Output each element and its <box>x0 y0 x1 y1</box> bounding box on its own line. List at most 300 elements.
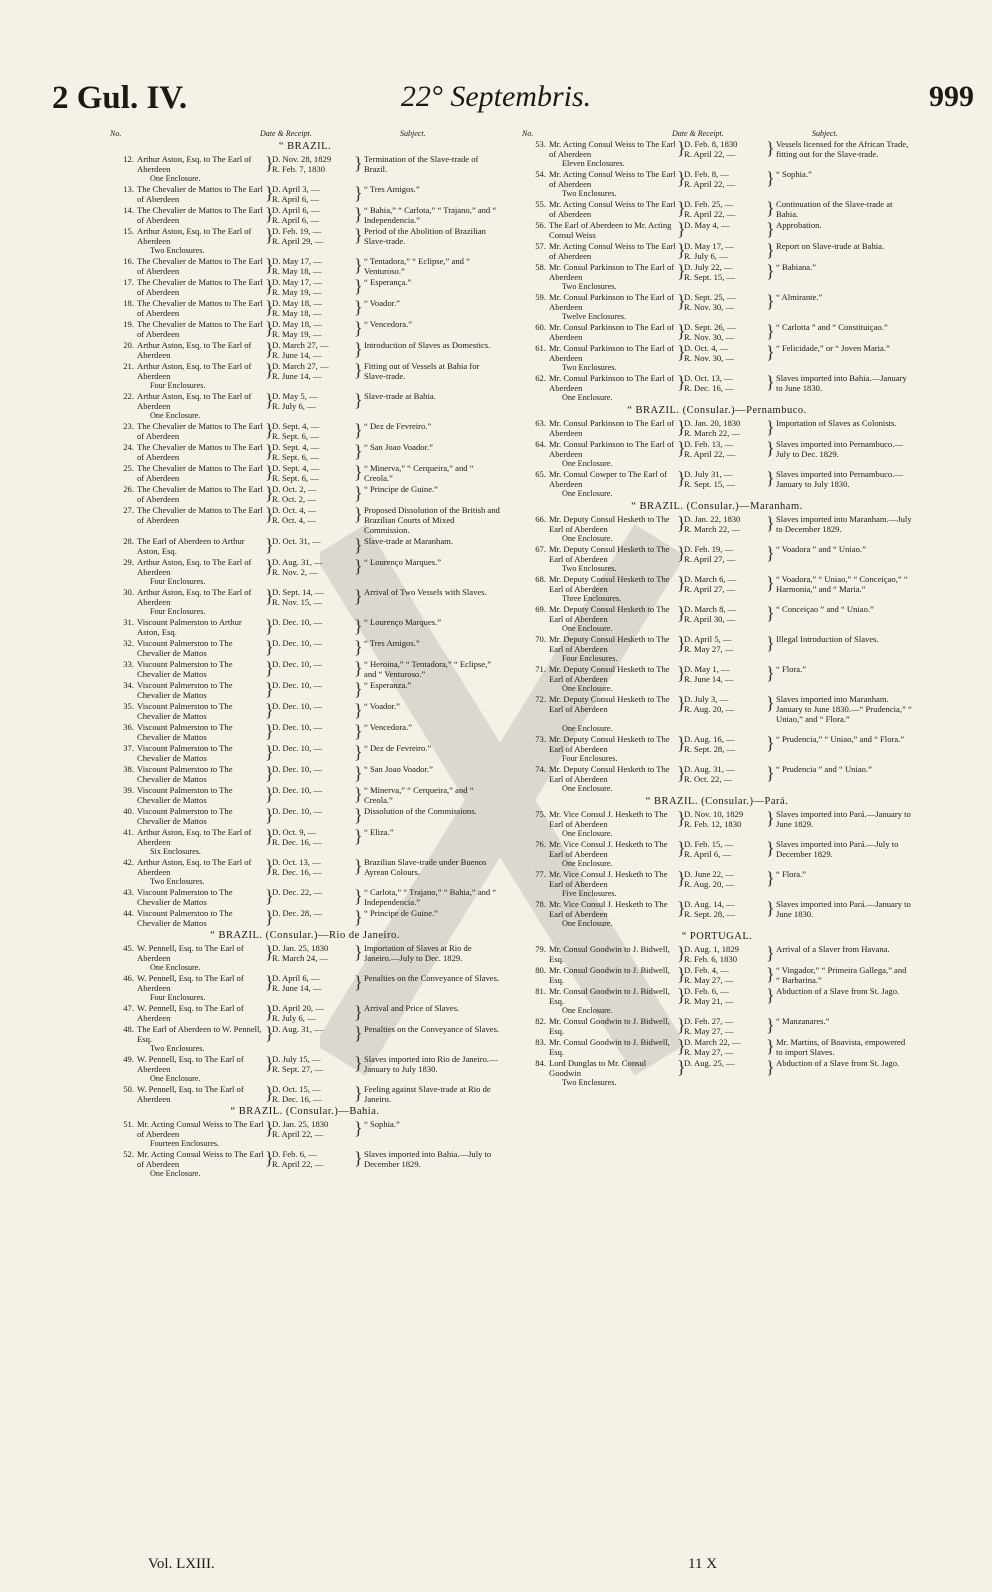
entry-dates: D. Feb. 25, — R. April 22, — <box>684 199 736 219</box>
brace-mark: } <box>354 504 363 524</box>
brace-mark: } <box>354 721 363 741</box>
brace-mark: } <box>265 225 274 245</box>
correspondence-entry <box>110 1024 500 1044</box>
brace-mark: } <box>354 153 363 173</box>
entry-number: 44. <box>123 908 134 918</box>
entry-subject: “ Vencedora.” <box>364 722 413 732</box>
correspondence-entry <box>110 785 500 805</box>
correspondence-entry <box>522 839 912 859</box>
entry-correspondents: W. Pennell, Esq. to The Earl of Aberdeen <box>137 1054 244 1074</box>
entry-correspondents: Mr. Vice Consul J. Hesketh to The Earl of Aberdeen <box>549 899 668 919</box>
section-heading: “ BRAZIL. (Consular.)—Bahia. <box>230 1106 380 1117</box>
entry-enclosures: Two Enclosures. <box>562 282 617 291</box>
entry-correspondents: The Chevalier de Mattos to The Earl of Aberdeen <box>137 298 263 318</box>
brace-mark: } <box>766 240 775 260</box>
entry-dates: D. April 6, — R. April 6, — <box>272 205 320 225</box>
brace-mark: } <box>677 240 686 260</box>
brace-mark: } <box>265 204 274 224</box>
brace-mark: } <box>766 1057 775 1077</box>
entry-dates: D. Feb. 8, 1830 R. April 22, — <box>684 139 738 159</box>
entry-enclosures: Two Enclosures. <box>562 189 617 198</box>
entry-dates: D. Sept. 25, — R. Nov. 30, — <box>684 292 736 312</box>
brace-mark: } <box>354 441 363 461</box>
entry-number: 28. <box>123 536 134 546</box>
entry-subject: “ Principe de Guine.” <box>364 908 438 918</box>
entry-number: 54. <box>535 169 546 179</box>
brace-mark: } <box>677 372 686 392</box>
page-date-title: 22° Septembris. <box>400 80 592 113</box>
page-header <box>0 0 992 130</box>
entry-subject: “ Voador.” <box>364 298 400 308</box>
brace-mark: } <box>354 616 363 636</box>
brace-mark: } <box>265 856 274 876</box>
entry-subject: “ Sophia.” <box>776 169 812 179</box>
entry-dates: D. Oct. 9, — R. Dec. 16, — <box>272 827 322 847</box>
entry-subject: Slave-trade at Maranham. <box>364 536 454 546</box>
entry-number: 69. <box>535 604 546 614</box>
entry-number: 35. <box>123 701 134 711</box>
entry-correspondents: Arthur Aston, Esq. to The Earl of Aberdeen <box>137 557 252 577</box>
entry-subject: “ Carlota,” “ Trajano,” “ Bahia,” and “ Independencia.” <box>364 887 497 907</box>
correspondence-entry <box>110 421 500 441</box>
entry-number: 53. <box>535 139 546 149</box>
entry-correspondents: The Earl of Aberdeen to Arthur Aston, Esq. <box>137 536 245 556</box>
entry-subject: “ Tentadora,” “ Eclipse,” and “ Venturoso.” <box>364 256 470 276</box>
entry-subject: “ Conceiçao ” and “ Uniao.” <box>776 604 874 614</box>
entry-number: 17. <box>123 277 134 287</box>
correspondence-entry <box>110 536 500 556</box>
entry-correspondents: Mr. Deputy Consul Hesketh to The Earl of Aberdeen <box>549 544 670 564</box>
entry-enclosures: Two Enclosures. <box>562 363 617 372</box>
entry-dates: D. Dec. 10, — <box>272 785 323 795</box>
entry-subject: “ Tres Amigos.” <box>364 638 420 648</box>
entry-enclosures: One Enclosure. <box>562 784 613 793</box>
entry-number: 16. <box>123 256 134 266</box>
entry-subject: Slaves imported into Pará.—January to June 1830. <box>776 899 911 919</box>
entry-subject: Importation of Slaves as Colonists. <box>776 418 897 428</box>
entry-correspondents: Mr. Acting Consul Weiss to The Earl of Aberdeen <box>549 199 676 219</box>
entry-correspondents: Viscount Palmerston to The Chevalier de Mattos <box>137 743 233 763</box>
entry-dates: D. Oct. 2, — R. Oct. 2, — <box>272 484 317 504</box>
entry-dates: D. Dec. 10, — <box>272 764 323 774</box>
brace-mark: } <box>354 255 363 275</box>
brace-mark: } <box>354 535 363 555</box>
entry-subject: “ Voadora,” “ Uniao,” “ Conceiçao,” “ Harmonia,” and “ Maria.” <box>776 574 908 594</box>
entry-enclosures: One Enclosure. <box>562 724 613 733</box>
brace-mark: } <box>766 663 775 683</box>
entry-correspondents: Viscount Palmerston to The Chevalier de Mattos <box>137 806 233 826</box>
entry-correspondents: Mr. Consul Parkinson to The Earl of Aberdeen <box>549 418 675 438</box>
entry-dates: D. Sept. 14, — R. Nov. 15, — <box>272 587 324 607</box>
brace-mark: } <box>354 462 363 482</box>
brace-mark: } <box>766 763 775 783</box>
brace-mark: } <box>265 637 274 657</box>
entry-number: 52. <box>123 1149 134 1159</box>
correspondence-entry <box>110 701 500 721</box>
entry-enclosures: Four Enclosures. <box>150 607 206 616</box>
brace-mark: } <box>677 663 686 683</box>
entry-dates: D. March 6, — R. April 27, — <box>684 574 737 594</box>
entry-number: 84. <box>535 1058 546 1068</box>
entry-dates: D. Jan. 20, 1830 R. March 22, — <box>684 418 741 438</box>
brace-mark: } <box>677 219 686 239</box>
correspondence-entry <box>110 463 500 483</box>
brace-mark: } <box>677 543 686 563</box>
entry-enclosures: Four Enclosures. <box>562 754 618 763</box>
entry-dates: D. Nov. 28, 1829 R. Feb. 7, 1830 <box>272 154 332 174</box>
correspondence-entry <box>522 986 912 1006</box>
entry-enclosures: Fourteen Enclosures. <box>150 1139 220 1148</box>
brace-mark: } <box>677 321 686 341</box>
brace-mark: } <box>265 763 274 783</box>
entry-dates: D. July 31, — R. Sept. 15, — <box>684 469 736 489</box>
brace-mark: } <box>354 886 363 906</box>
brace-mark: } <box>766 138 775 158</box>
column-header-no: No. <box>522 129 534 138</box>
brace-mark: } <box>354 225 363 245</box>
correspondence-entry <box>110 1054 500 1074</box>
brace-mark: } <box>265 942 274 962</box>
brace-mark: } <box>766 168 775 188</box>
brace-mark: } <box>766 261 775 281</box>
entry-dates: D. April 6, — R. June 14, — <box>272 973 322 993</box>
entry-dates: D. Sept. 4, — R. Sept. 6, — <box>272 421 320 441</box>
entry-subject: Slaves imported into Bahia.—January to June 1830. <box>776 373 907 393</box>
entry-dates: D. May 1, — R. June 14, — <box>684 664 734 684</box>
entry-enclosures: One Enclosure. <box>562 534 613 543</box>
brace-mark: } <box>354 1148 363 1168</box>
brace-mark: } <box>677 198 686 218</box>
entry-number: 62. <box>535 373 546 383</box>
correspondence-entry <box>110 827 500 847</box>
brace-mark: } <box>354 679 363 699</box>
entry-correspondents: Viscount Palmerston to The Chevalier de Mattos <box>137 638 233 658</box>
entry-enclosures: One Enclosure. <box>562 859 613 868</box>
entry-dates: D. Feb. 19, — R. April 27, — <box>684 544 736 564</box>
entry-correspondents: Mr. Acting Consul Weiss to The Earl of Aberdeen <box>549 139 676 159</box>
entry-enclosures: One Enclosure. <box>150 1169 201 1178</box>
entry-dates: D. May 18, — R. May 19, — <box>272 319 322 339</box>
entry-correspondents: Mr. Deputy Consul Hesketh to The Earl of Aberdeen <box>549 514 670 534</box>
entry-subject: “ Eliza.” <box>364 827 394 837</box>
entry-subject: Arrival of Two Vessels with Slaves. <box>364 587 487 597</box>
brace-mark: } <box>354 276 363 296</box>
entry-correspondents: Mr. Consul Parkinson to The Earl of Aberdeen <box>549 292 675 312</box>
entry-number: 48. <box>123 1024 134 1034</box>
entry-dates: D. April 3, — R. April 6, — <box>272 184 320 204</box>
brace-mark: } <box>766 198 775 218</box>
entry-enclosures: Two Enclosures. <box>150 246 205 255</box>
entry-dates: D. Feb. 13, — R. April 22, — <box>684 439 736 459</box>
brace-mark: } <box>354 1053 363 1073</box>
entry-correspondents: Mr. Consul Parkinson to The Earl of Aberdeen <box>549 343 675 363</box>
entry-enclosures: Four Enclosures. <box>150 993 206 1002</box>
entry-correspondents: Mr. Consul Parkinson to The Earl of Aberdeen <box>549 373 675 393</box>
brace-mark: } <box>677 468 686 488</box>
brace-mark: } <box>354 339 363 359</box>
brace-mark: } <box>677 733 686 753</box>
brace-mark: } <box>766 543 775 563</box>
correspondence-entry <box>110 319 500 339</box>
column-header-date: Date & Receipt. <box>260 129 312 138</box>
entry-correspondents: W. Pennell, Esq. to The Earl of Aberdeen <box>137 973 244 993</box>
brace-mark: } <box>766 943 775 963</box>
entry-subject: Brazilian Slave-trade under Buenos Ayrean Colours. <box>364 857 487 877</box>
entry-dates: D. July 3, — R. Aug. 20, — <box>684 694 735 714</box>
entry-dates: D. March 22, — R. May 27, — <box>684 1037 741 1057</box>
entry-subject: Slaves imported into Pará.—July to December 1829. <box>776 839 899 859</box>
entry-correspondents: The Chevalier de Mattos to The Earl of Aberdeen <box>137 484 263 504</box>
entry-number: 13. <box>123 184 134 194</box>
entry-subject: Illegal Introduction of Slaves. <box>776 634 879 644</box>
correspondence-entry <box>522 869 912 889</box>
brace-mark: } <box>265 826 274 846</box>
brace-mark: } <box>265 1053 274 1073</box>
brace-mark: } <box>677 573 686 593</box>
entry-correspondents: Viscount Palmerston to The Chevalier de Mattos <box>137 680 233 700</box>
entry-correspondents: Viscount Palmerston to The Chevalier de Mattos <box>137 764 233 784</box>
entry-dates: D. Dec. 10, — <box>272 638 323 648</box>
brace-mark: } <box>766 573 775 593</box>
correspondence-entry <box>522 1058 912 1078</box>
brace-mark: } <box>265 1118 274 1138</box>
section-heading: “ BRAZIL. (Consular.)—Maranham. <box>631 501 803 512</box>
entry-correspondents: Mr. Vice Consul J. Hesketh to The Earl of Aberdeen <box>549 869 668 889</box>
entry-number: 55. <box>535 199 546 209</box>
entry-subject: “ Minerva,” “ Cerqueira,” and “ Creola.” <box>364 463 474 483</box>
correspondence-entry <box>110 1003 500 1023</box>
entry-correspondents: Mr. Deputy Consul Hesketh to The Earl of Aberdeen <box>549 764 670 784</box>
entry-number: 29. <box>123 557 134 567</box>
entry-subject: Report on Slave-trade at Bahia. <box>776 241 885 251</box>
correspondence-entry <box>522 1037 912 1057</box>
brace-mark: } <box>766 868 775 888</box>
entry-correspondents: Mr. Acting Consul Weiss to The Earl of Aberdeen <box>137 1119 264 1139</box>
brace-mark: } <box>766 372 775 392</box>
brace-mark: } <box>766 438 775 458</box>
page-footer <box>0 1548 992 1578</box>
entry-enclosures: Five Enclosures. <box>562 889 617 898</box>
brace-mark: } <box>265 255 274 275</box>
correspondence-entry <box>522 764 912 784</box>
brace-mark: } <box>354 826 363 846</box>
entry-number: 65. <box>535 469 546 479</box>
entry-enclosures: One Enclosure. <box>562 459 613 468</box>
correspondence-entry <box>110 205 500 225</box>
entry-number: 36. <box>123 722 134 732</box>
entry-dates: D. Sept. 4, — R. Sept. 6, — <box>272 463 320 483</box>
entry-correspondents: Mr. Consul Goodwin to J. Bidwell, Esq. <box>549 986 670 1006</box>
brace-mark: } <box>354 1002 363 1022</box>
brace-mark: } <box>354 856 363 876</box>
brace-mark: } <box>766 468 775 488</box>
section-heading: “ BRAZIL. <box>278 141 332 152</box>
brace-mark: } <box>265 318 274 338</box>
entry-subject: Slaves imported into Bahia.—July to December 1829. <box>364 1149 492 1169</box>
correspondence-entry <box>110 887 500 907</box>
entry-dates: D. Dec. 10, — <box>272 701 323 711</box>
entry-number: 80. <box>535 965 546 975</box>
brace-mark: } <box>354 318 363 338</box>
entry-number: 58. <box>535 262 546 272</box>
entry-subject: “ Sophia.” <box>364 1119 400 1129</box>
entry-dates: D. May 17, — R. May 18, — <box>272 256 322 276</box>
entry-correspondents: Mr. Consul Goodwin to J. Bidwell, Esq. <box>549 1016 670 1036</box>
entry-enclosures: One Enclosure. <box>562 684 613 693</box>
entry-number: 31. <box>123 617 134 627</box>
entry-dates: D. Aug. 14, — R. Sept. 28, — <box>684 899 736 919</box>
entry-number: 79. <box>535 944 546 954</box>
entry-number: 34. <box>123 680 134 690</box>
entry-subject: Termination of the Slave-trade of Brazil. <box>364 154 479 174</box>
brace-mark: } <box>677 943 686 963</box>
entry-number: 25. <box>123 463 134 473</box>
entry-subject: “ Voador.” <box>364 701 400 711</box>
entry-dates: D. May 17, — R. May 19, — <box>272 277 322 297</box>
entry-subject: Dissolution of the Commissions. <box>364 806 477 816</box>
entry-dates: D. Nov. 10, 1829 R. Feb. 12, 1830 <box>684 809 744 829</box>
entry-subject: Abduction of a Slave from St. Jago. <box>776 1058 900 1068</box>
entry-dates: D. May 5, — R. July 6, — <box>272 391 318 411</box>
entry-correspondents: Lord Dunglas to Mr. Consul Goodwin <box>549 1058 647 1078</box>
entry-correspondents: Mr. Deputy Consul Hesketh to The Earl of Aberdeen <box>549 664 670 684</box>
entry-number: 75. <box>535 809 546 819</box>
entry-subject: “ Lourenço Marques.” <box>364 617 442 627</box>
entry-number: 23. <box>123 421 134 431</box>
correspondence-entry <box>110 1149 500 1169</box>
entry-correspondents: Mr. Consul Goodwin to J. Bidwell, Esq. <box>549 944 670 964</box>
entry-dates: D. Jan. 22, 1830 R. March 22, — <box>684 514 741 534</box>
correspondence-entry <box>110 557 500 577</box>
entry-enclosures: Two Enclosures. <box>150 1044 205 1053</box>
entry-subject: “ Heroina,” “ Tentadora,” “ Eclipse,” and “ Venturoso.” <box>364 659 492 679</box>
brace-mark: } <box>677 985 686 1005</box>
section-heading: “ PORTUGAL. <box>681 931 753 942</box>
entry-subject: Penalties on the Conveyance of Slaves. <box>364 1024 500 1034</box>
column-header <box>110 129 500 139</box>
entry-subject: Arrival of a Slaver from Havana. <box>776 944 890 954</box>
entry-subject: “ Babiana.” <box>776 262 817 272</box>
correspondence-entry <box>522 944 912 964</box>
correspondence-entry <box>110 277 500 297</box>
correspondence-entry <box>522 139 912 159</box>
column-header-date: Date & Receipt. <box>672 129 724 138</box>
right-column <box>522 129 912 1088</box>
entry-correspondents: Mr. Deputy Consul Hesketh to The Earl of Aberdeen <box>549 634 670 654</box>
entry-correspondents: W. Pennell, Esq. to The Earl of Aberdeen <box>137 943 244 963</box>
entry-subject: Slaves imported into Pernambuco.—July to Dec. 1829. <box>776 439 903 459</box>
entry-dates: D. Aug. 25, — <box>684 1058 735 1068</box>
entry-subject: “ Manzanares.” <box>776 1016 830 1026</box>
brace-mark: } <box>354 942 363 962</box>
brace-mark: } <box>265 360 274 380</box>
brace-mark: } <box>766 291 775 311</box>
brace-mark: } <box>677 1057 686 1077</box>
entry-number: 33. <box>123 659 134 669</box>
correspondence-entry <box>110 943 500 963</box>
correspondence-entry <box>110 638 500 658</box>
entry-correspondents: The Earl of Aberdeen to W. Pennell, Esq. <box>137 1024 262 1044</box>
brace-mark: } <box>677 763 686 783</box>
brace-mark: } <box>265 616 274 636</box>
entry-correspondents: Mr. Consul Parkinson to The Earl of Aberdeen <box>549 439 675 459</box>
brace-mark: } <box>677 868 686 888</box>
correspondence-entry <box>522 373 912 393</box>
brace-mark: } <box>354 390 363 410</box>
correspondence-entry <box>110 184 500 204</box>
entry-correspondents: Viscount Palmerston to The Chevalier de Mattos <box>137 887 233 907</box>
volume-label: Vol. LXIII. <box>148 1556 215 1572</box>
correspondence-entry <box>110 722 500 742</box>
brace-mark: } <box>265 535 274 555</box>
entry-number: 70. <box>535 634 546 644</box>
correspondence-entry <box>522 322 912 342</box>
entry-number: 46. <box>123 973 134 983</box>
brace-mark: } <box>766 733 775 753</box>
entry-subject: Proposed Dissolution of the British and Brazilian Courts of Mixed Commission. <box>364 505 500 535</box>
correspondence-entry <box>110 442 500 462</box>
entry-enclosures: Six Enclosures. <box>150 847 201 856</box>
brace-mark: } <box>354 483 363 503</box>
entry-number: 50. <box>123 1084 134 1094</box>
entry-number: 51. <box>123 1119 134 1129</box>
entry-enclosures: One Enclosure. <box>562 1006 613 1015</box>
entry-subject: “ Bahia,” “ Carlota,” “ Trajano,” and “ Independencia.” <box>364 205 497 225</box>
correspondence-entry <box>522 439 912 459</box>
brace-mark: } <box>354 420 363 440</box>
entry-dates: D. March 27, — R. June 14, — <box>272 361 329 381</box>
brace-mark: } <box>677 513 686 533</box>
brace-mark: } <box>265 483 274 503</box>
entry-number: 27. <box>123 505 134 515</box>
correspondence-entry <box>522 734 912 754</box>
entry-correspondents: Mr. Deputy Consul Hesketh to The Earl of Aberdeen <box>549 574 670 594</box>
brace-mark: } <box>265 1083 274 1103</box>
entry-number: 38. <box>123 764 134 774</box>
entry-dates: D. May 17, — R. July 6, — <box>684 241 734 261</box>
entry-subject: Period of the Abolition of Brazilian Slave-trade. <box>364 226 486 246</box>
correspondence-entry <box>522 169 912 189</box>
entry-subject: Slaves imported into Pará.—January to June 1829. <box>776 809 911 829</box>
correspondence-entry <box>522 604 912 624</box>
entry-correspondents: Arthur Aston, Esq. to The Earl of Aberdeen <box>137 827 252 847</box>
correspondence-entry <box>522 469 912 489</box>
entry-number: 81. <box>535 986 546 996</box>
entry-number: 12. <box>123 154 134 164</box>
page-number: 999 <box>929 80 974 113</box>
entry-subject: “ Lourenço Marques.” <box>364 557 442 567</box>
brace-mark: } <box>766 898 775 918</box>
brace-mark: } <box>354 907 363 927</box>
entry-dates: D. Feb. 6, — R. May 21, — <box>684 986 734 1006</box>
correspondence-entry <box>522 292 912 312</box>
entry-correspondents: Mr. Deputy Consul Hesketh to The Earl of Aberdeen <box>549 734 670 754</box>
brace-mark: } <box>265 700 274 720</box>
entry-enclosures: Three Enclosures. <box>562 594 622 603</box>
brace-mark: } <box>265 742 274 762</box>
correspondence-entry <box>110 743 500 763</box>
column-header <box>522 129 912 139</box>
entry-number: 47. <box>123 1003 134 1013</box>
brace-mark: } <box>265 390 274 410</box>
brace-mark: } <box>677 1036 686 1056</box>
entry-dates: D. Sept. 26, — R. Nov. 30, — <box>684 322 736 342</box>
brace-mark: } <box>354 183 363 203</box>
entry-subject: “ Dez de Fevreiro.” <box>364 421 432 431</box>
entry-number: 78. <box>535 899 546 909</box>
correspondence-entry <box>110 1119 500 1139</box>
brace-mark: } <box>265 297 274 317</box>
